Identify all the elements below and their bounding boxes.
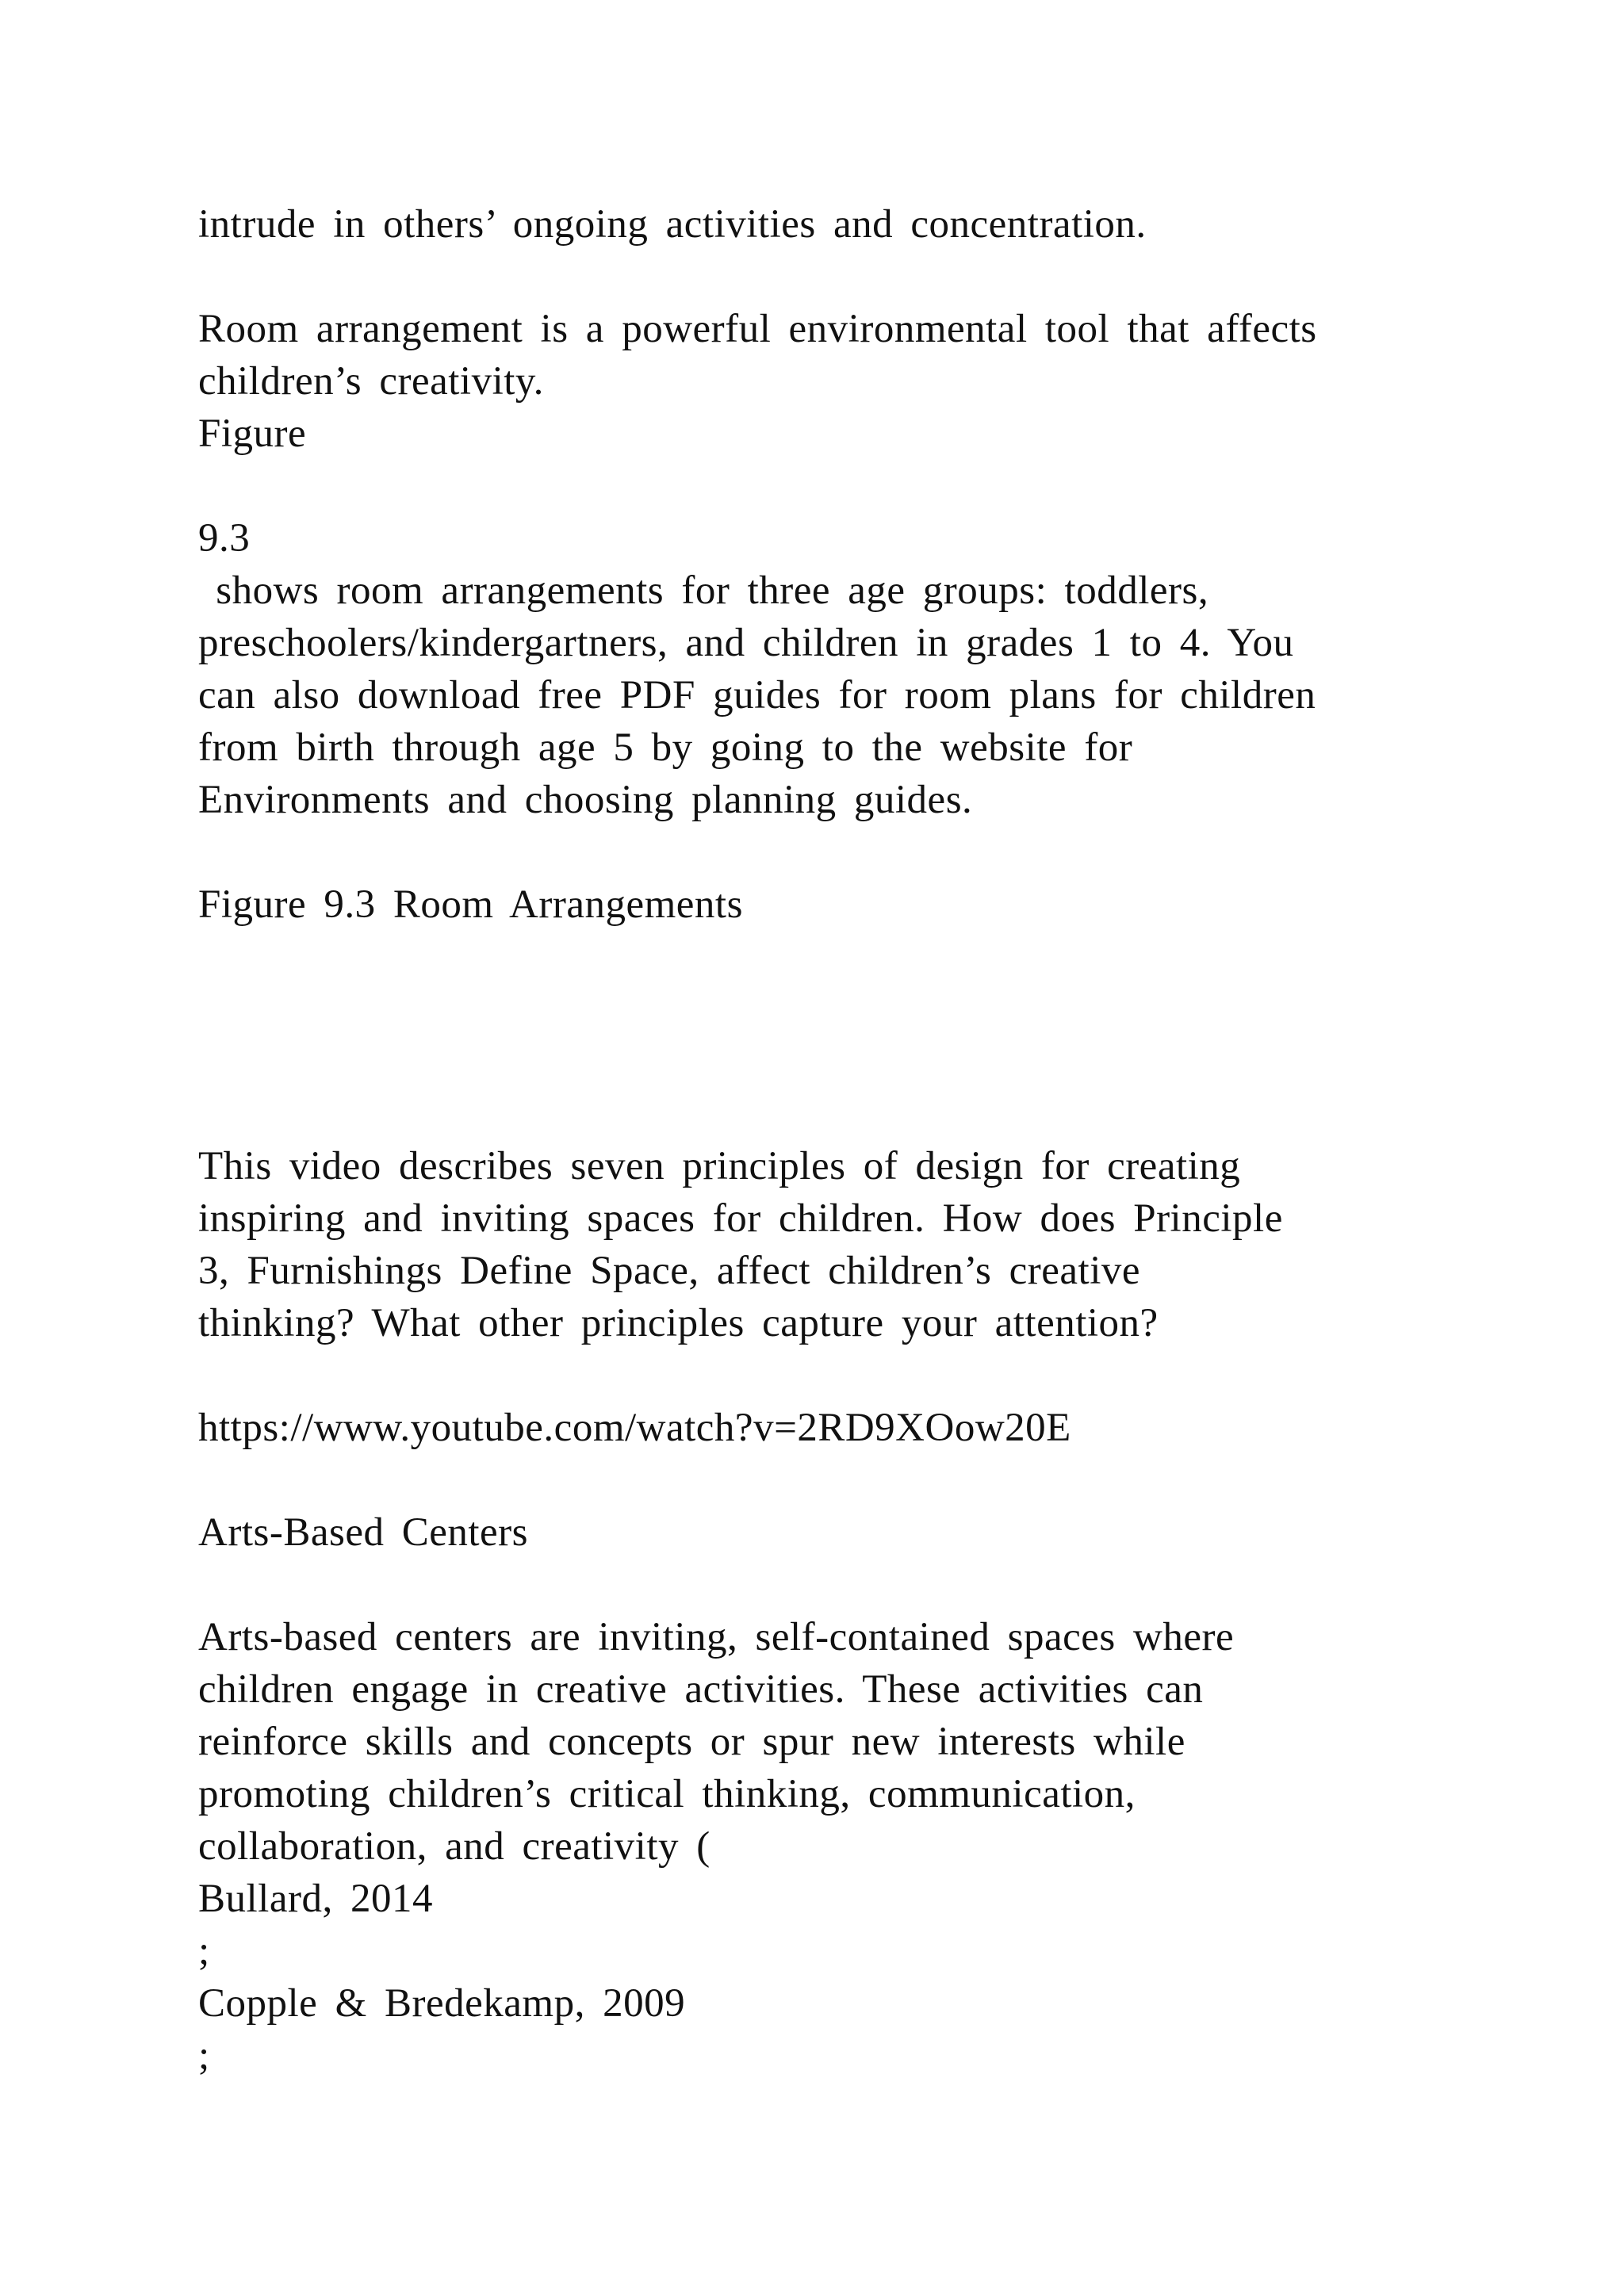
citation-separator: ; <box>198 2034 210 2078</box>
figure-reference-number: 9.3 <box>198 516 251 561</box>
figure-caption: Figure 9.3 Room Arrangements <box>198 882 743 927</box>
text-line: 3, Furnishings Define Space, affect children’s creative <box>198 1249 1141 1293</box>
figure-reference-label: Figure <box>198 411 307 456</box>
text-line: children engage in creative activities. These activities can <box>198 1667 1204 1712</box>
text-line: preschoolers/kindergartners, and children in grades 1 to 4. You <box>198 621 1294 665</box>
text-line: children’s creativity. <box>198 359 544 404</box>
text-line: promoting children’s critical thinking, communication, <box>198 1772 1136 1816</box>
citation: Bullard, 2014 <box>198 1877 433 1921</box>
text-line: intrude in others’ ongoing activities and concentration. <box>198 202 1147 247</box>
text-line: Room arrangement is a powerful environmental tool that affects <box>198 307 1317 351</box>
video-url-link[interactable]: https://www.youtube.com/watch?v=2RD9XOow20E <box>198 1406 1071 1450</box>
citation-separator: ; <box>198 1929 210 1973</box>
text-line: shows room arrangements for three age groups: toddlers, <box>198 568 1209 613</box>
section-heading: Arts-Based Centers <box>198 1510 528 1555</box>
text-line: from birth through age 5 by going to the website for <box>198 725 1133 770</box>
text-line: Arts-based centers are inviting, self-contained spaces where <box>198 1615 1235 1659</box>
text-line: inspiring and inviting spaces for children. How does Principle <box>198 1196 1283 1241</box>
text-line: This video describes seven principles of design for creating <box>198 1144 1241 1188</box>
text-line: can also download free PDF guides for room plans for children <box>198 673 1316 718</box>
text-line: thinking? What other principles capture your attention? <box>198 1301 1159 1345</box>
citation: Copple & Bredekamp, 2009 <box>198 1981 686 2026</box>
text-line: collaboration, and creativity ( <box>198 1824 710 1869</box>
text-line: Environments and choosing planning guides. <box>198 778 973 822</box>
text-line: reinforce skills and concepts or spur new interests while <box>198 1720 1185 1764</box>
